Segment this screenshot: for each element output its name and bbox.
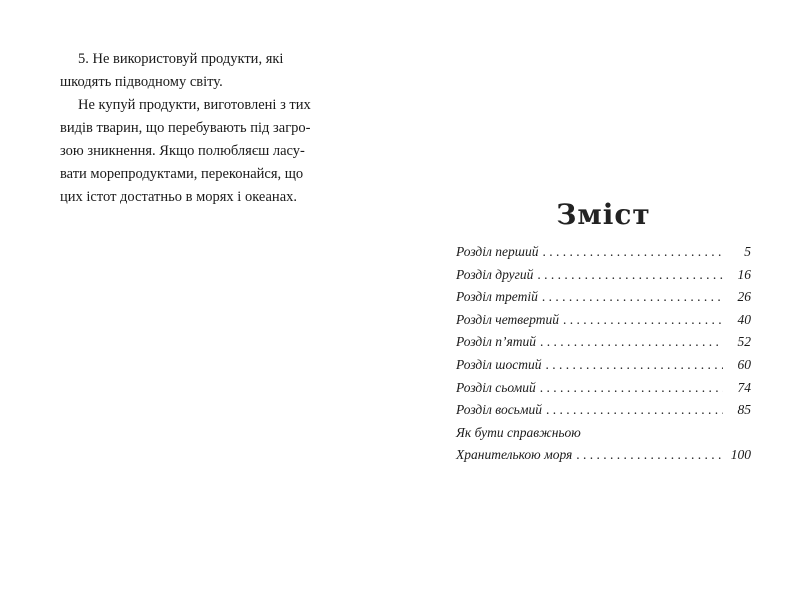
toc-entry-page: 52 bbox=[737, 334, 751, 350]
table-of-contents bbox=[456, 198, 751, 467]
paragraph-rule-5-detail bbox=[60, 94, 346, 209]
toc-leader-dots bbox=[563, 309, 723, 332]
toc-leader-dots bbox=[540, 331, 723, 354]
toc-entry-page: 85 bbox=[737, 402, 751, 418]
toc-entry-page: 100 bbox=[730, 447, 751, 463]
toc-leader-dots bbox=[546, 399, 723, 422]
toc-list bbox=[456, 241, 751, 467]
toc-leader-dots bbox=[545, 354, 723, 377]
text-line: цих істот достатньо в морях і океанах. bbox=[60, 189, 298, 205]
toc-leader-dots bbox=[542, 286, 723, 309]
left-page-text bbox=[60, 48, 346, 209]
text-line: вати морепродуктами, переконайся, що bbox=[60, 166, 304, 182]
toc-entry-label-line1: Як бути справжньою bbox=[456, 424, 581, 440]
text-line: 5. Не використовуй продукти, які bbox=[78, 51, 284, 67]
toc-entry[interactable] bbox=[456, 286, 751, 309]
toc-leader-dots bbox=[542, 241, 723, 264]
text-line: зою зникнення. Якщо полюбляєш ласу- bbox=[60, 143, 305, 159]
toc-entry-label-line2: Хранителькою моря bbox=[456, 447, 573, 463]
toc-leader-dots bbox=[540, 377, 723, 400]
toc-entry[interactable] bbox=[456, 331, 751, 354]
text-line: шкодять підводному світу. bbox=[60, 74, 223, 90]
toc-entry-label: Розділ п’ятий bbox=[456, 334, 537, 350]
toc-entry-page: 40 bbox=[737, 311, 751, 327]
toc-entry[interactable] bbox=[456, 309, 751, 332]
text-line: Не купуй продукти, виготовлені з тих bbox=[78, 97, 311, 113]
toc-entry[interactable] bbox=[456, 264, 751, 287]
toc-entry[interactable] bbox=[456, 354, 751, 377]
toc-entry-label: Розділ восьмий bbox=[456, 402, 542, 418]
toc-entry[interactable] bbox=[456, 377, 751, 400]
toc-entry-page: 26 bbox=[737, 289, 751, 305]
toc-leader-dots bbox=[537, 264, 723, 287]
toc-entry-page: 60 bbox=[737, 356, 751, 372]
text-line: видів тварин, що перебувають під загро- bbox=[60, 120, 311, 136]
toc-entry-label: Розділ перший bbox=[456, 244, 539, 259]
toc-entry[interactable] bbox=[456, 399, 751, 422]
toc-entry-page: 74 bbox=[737, 379, 751, 395]
toc-entry[interactable] bbox=[456, 241, 751, 264]
toc-entry-page: 16 bbox=[737, 266, 751, 282]
paragraph-rule-5 bbox=[60, 48, 346, 94]
toc-entry-label: Розділ другий bbox=[456, 266, 534, 282]
toc-entry-label: Розділ третій bbox=[456, 289, 538, 305]
toc-title: Зміст bbox=[556, 198, 651, 231]
toc-entry-page: 5 bbox=[744, 244, 751, 259]
toc-entry-label: Розділ сьомий bbox=[456, 379, 536, 395]
toc-entry-final-row bbox=[456, 444, 751, 467]
toc-entry-label: Розділ четвертий bbox=[456, 311, 559, 327]
toc-entry-label: Розділ шостий bbox=[456, 356, 542, 372]
toc-leader-dots bbox=[576, 444, 723, 467]
toc-entry-final[interactable] bbox=[456, 422, 751, 467]
